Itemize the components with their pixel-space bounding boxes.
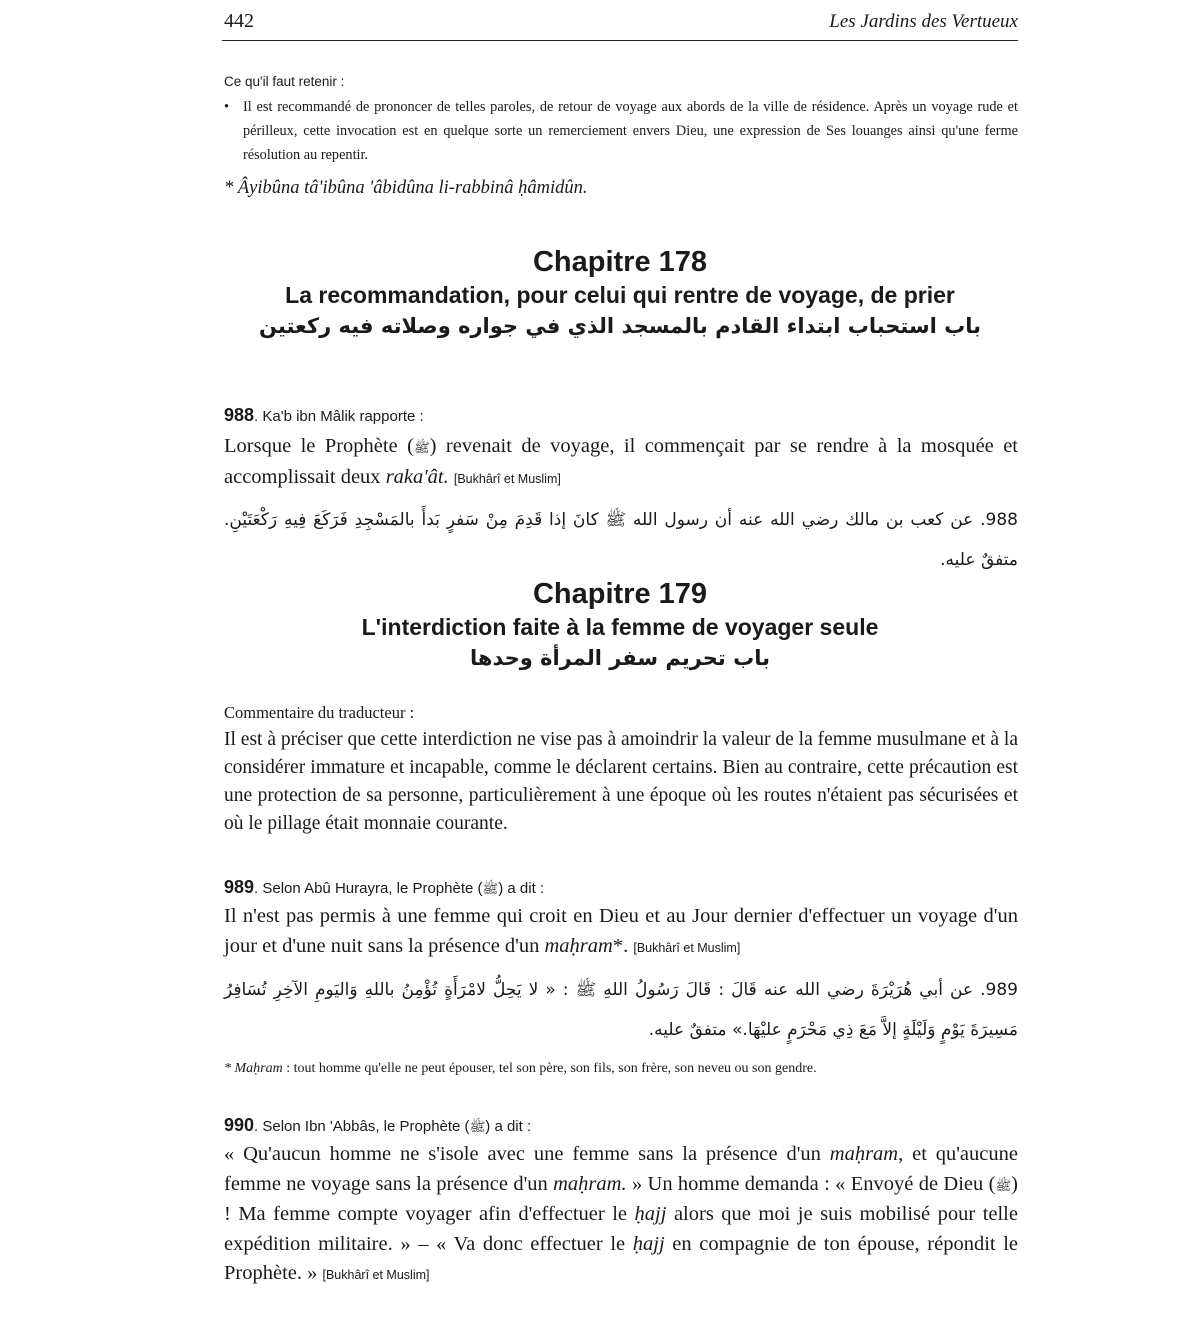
text-segment: ) ! Ma femme compte voyager afin d'effectuer le — [224, 1172, 1018, 1225]
chapter-number: Chapitre 179 — [532, 578, 708, 610]
chapter-178-heading — [222, 244, 1018, 342]
hadith-988-header — [224, 405, 424, 426]
retain-bullet-text: Il est recommandé de prononcer de telles paroles, de retour de voyage aux abords de la ville de résidence. Après un voyage rude et périlleux, cette invocation est en quelque sorte un remerciement envers Dieu, une expression de Ses louanges ainsi qu'une ferme résolution au repentir. — [243, 99, 1018, 163]
hadith-number: 988 — [224, 405, 255, 425]
text-segment: alors que moi je suis mobilisé pour telle expédition militaire. » – « Va donc effectuer le — [224, 1203, 1018, 1255]
footnote — [224, 1061, 1018, 1077]
hadith-988-text — [224, 432, 1018, 494]
reference: [Bukhârî et Muslim] — [322, 1268, 430, 1282]
chapter-179-heading — [222, 576, 1018, 674]
chapter-title: La recommandation, pour celui qui rentre de voyage, de prier — [285, 282, 955, 308]
text-segment: Il n'est pas permis à une femme qui croit en Dieu et au Jour dernier d'effectuer un voyage d'un jour et d'une nuit sans la présence d'un — [224, 905, 1018, 957]
hadith-number: 990 — [224, 1115, 255, 1135]
page-header — [222, 8, 1018, 41]
salutation-symbol: ﷺ — [413, 440, 430, 455]
retain-label: Ce qu'il faut retenir : — [224, 74, 345, 89]
hadith-990-text — [224, 1140, 1018, 1291]
salutation-symbol: ﷺ — [469, 1119, 486, 1134]
footnote-text: : tout homme qu'elle ne peut épouser, tel son père, son fils, son frère, son neveu ou son gendre. — [282, 1061, 817, 1076]
term: ḥajj — [632, 1232, 665, 1255]
chapter-number: Chapitre 178 — [532, 246, 708, 278]
chapter-title-arabic: باب تحريم سفر المرأة وحدها — [470, 646, 770, 670]
salutation-symbol: ﷺ — [995, 1177, 1012, 1193]
salutation-symbol: ﷺ — [482, 881, 499, 896]
text-segment: , et qu'aucune femme ne voyage sans la présence d'un — [224, 1143, 1018, 1195]
reference: [Bukhârî et Muslim] — [633, 940, 741, 955]
hadith-988-arabic: 988. عن كعب بن مالك رضي الله عنه أن رسول الله ﷺ كانَ إذا قَدِمَ مِنْ سَفرٍ بَدأَ بالمَسْجِدِ فَرَكَعَ فِيهِ رَكْعَتَيْنِ. متفقٌ عليه. — [224, 510, 1018, 570]
bullet-icon: • — [224, 99, 230, 115]
hadith-number: 989 — [224, 877, 255, 897]
hadith-990-header — [224, 1115, 531, 1138]
commentary-label: Commentaire du traducteur : — [224, 703, 415, 722]
commentary-text: Il est à préciser que cette interdiction ne vise pas à amoindrir la valeur de la femme musulmane et à la considérer immature et incapable, comme le déclarent certains. Bien au contraire, cette précaution est une protection de sa personne, particulièrement à une époque où les routes n'étaient pas sécurisées et où le pillage était monnaie courante. — [224, 729, 1018, 834]
hadith-989-arabic: 989. عن أبي هُرَيْرَةَ رضي الله عنه قَالَ : قَالَ رَسُولُ اللهِ ﷺ : « لا يَحِلُّ لامْرَأَةٍ تُؤْمِنُ باللهِ وَاليَومِ الآخِرِ تُسَافِرُ مَسِيرَةَ يَوْمٍ وَلَيْلَةٍ إلاَّ مَعَ ذِي مَحْرَمٍ عليْهَا.» متفقٌ عليه. — [224, 980, 1018, 1040]
term: ḥajj — [634, 1203, 667, 1225]
text-segment: ) revenait de voyage, il commençait par se rendre à la mosquée et accomplissait deux — [224, 435, 1019, 488]
footnote-term: * Maḥram — [224, 1061, 283, 1076]
text-segment: . Selon Ibn 'Abbâs, le Prophète ( — [254, 1118, 470, 1135]
text-segment: Lorsque le Prophète ( — [224, 435, 414, 457]
retain-bullet — [224, 95, 1018, 167]
transliteration: * Âyibûna tâ'ibûna 'âbidûna li-rabbinâ ḥâmidûn. — [224, 178, 588, 198]
footnote-marker: *. — [612, 934, 629, 957]
term: maḥram — [544, 934, 613, 957]
hadith-989-text — [224, 902, 1018, 963]
text-segment: . Selon Abû Hurayra, le Prophète ( — [254, 880, 483, 897]
reference: [Bukhârî et Muslim] — [453, 471, 561, 486]
text-segment: ) a dit : — [485, 1118, 532, 1135]
chapter-title-arabic: باب استحباب ابتداء القادم بالمسجد الذي في جواره وصلاته فيه ركعتين — [258, 314, 982, 338]
term: maḥram. — [553, 1172, 627, 1195]
hadith-989-header — [224, 877, 544, 900]
term: raka'ât. — [385, 465, 449, 488]
running-title: Les Jardins des Vertueux — [829, 11, 1018, 32]
text-segment: en compagnie de ton épouse, répondit le Prophète. » — [224, 1232, 1019, 1284]
text-segment: » Un homme demanda : « Envoyé de Dieu ( — [626, 1172, 996, 1195]
term: maḥram — [829, 1143, 899, 1165]
text-segment: « Qu'aucun homme ne s'isole avec une femme sans la présence d'un — [224, 1143, 830, 1165]
hadith-intro: . Ka'b ibn Mâlik rapporte : — [254, 408, 424, 425]
page-number: 442 — [224, 10, 254, 32]
text-segment: ) a dit : — [498, 880, 545, 897]
chapter-title: L'interdiction faite à la femme de voyager seule — [361, 614, 879, 640]
